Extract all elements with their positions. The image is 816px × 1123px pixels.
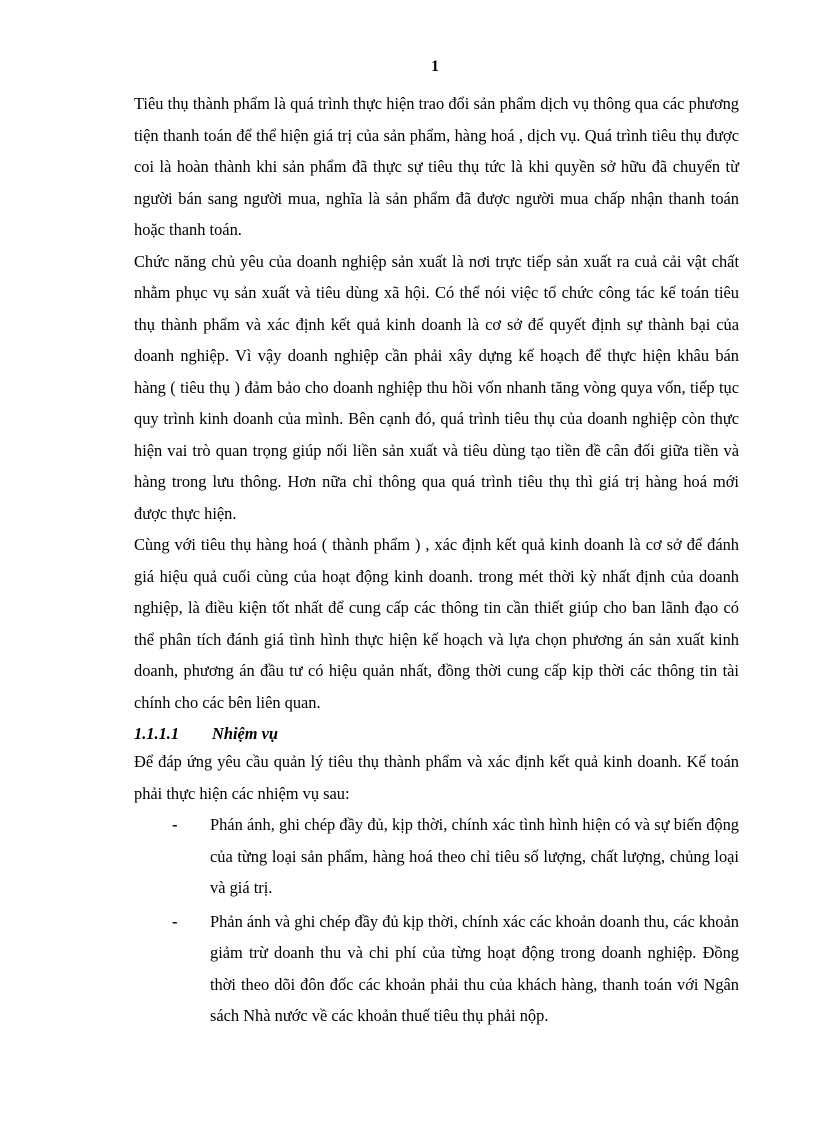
paragraph-result: Cùng với tiêu thụ hàng hoá ( thành phẩm ) , xác định kết quả kinh doanh là cơ sở để đánh giá hiệu quả cuối cùng của hoạt động kinh doanh. trong mét thời kỳ nhất định của doanh nghiệp, là điều kiện tốt nhất để cung cấp các thông tin cần thiết giúp cho ban lãnh đạo có thể phân tích đánh giá tình hình thực hiện kế hoạch và lựa chọn phương án sản xuất kinh doanh, phương án đầu tư có hiệu quản nhất, đồng thời cung cấp kịp thời các thông tin tài chính cho các bên liên quan.: [134, 535, 739, 712]
document-body: [134, 88, 739, 1034]
section-intro: Để đáp ứng yêu cầu quản lý tiêu thụ thành phẩm và xác định kết quả kinh doanh. Kế toán phải thực hiện các nhiệm vụ sau:: [134, 752, 739, 803]
page-number: 1: [431, 58, 439, 75]
paragraph-definition: Tiêu thụ thành phẩm là quá trình thực hiện trao đổi sản phẩm dịch vụ thông qua các phương tiện thanh toán để thể hiện giá trị của sản phẩm, hàng hoá , dịch vụ. Quá trình tiêu thụ được coi là hoàn thành khi sản phẩm đã thực sự tiêu thụ tức là khi quyền sở hữu đã chuyển từ người bán sang người mua, nghĩa là sản phẩm đã được người mua chấp nhận thanh toán hoặc thanh toán.: [134, 94, 739, 239]
task-list: [134, 809, 739, 1032]
section-heading: [134, 722, 739, 746]
bullet-dash: -: [172, 911, 178, 931]
list-item: [134, 809, 739, 904]
list-item-text: Phản ánh và ghi chép đầy đủ kịp thời, chính xác các khoản doanh thu, các khoản giảm trừ doanh thu và chi phí của từng hoạt động trong doanh nghiệp. Đồng thời theo dõi đôn đốc các khoản phải thu của khách hàng, thanh toán với Ngân sách Nhà nước về các khoản thuế tiêu thụ phải nộp.: [210, 911, 739, 1025]
bullet-dash: -: [172, 815, 178, 834]
section-title: Nhiệm vụ: [212, 724, 279, 743]
list-item-text: Phán ánh, ghi chép đầy đủ, kịp thời, chính xác tình hình hiện có và sự biến động của từng loại sản phẩm, hàng hoá theo chỉ tiêu số lượng, chất lượng, chủng loại và giá trị.: [210, 815, 739, 897]
list-item: [134, 906, 739, 1032]
section-number: 1.1.1.1: [134, 724, 180, 743]
paragraph-function: Chức năng chủ yêu của doanh nghiệp sản xuất là nơi trực tiếp sản xuất ra cuả cải vật chất nhằm phục vụ sản xuất và tiêu dùng xã hội. Có thể nói việc tổ chức công tác kế toán tiêu thụ thành phẩm và xác định kết quả kinh doanh là cơ sở để quyết định sự thành bại của doanh nghiệp. Vì vậy doanh nghiệp cần phải xây dựng kế hoạch để thực hiện khâu bán hàng ( tiêu thụ ) đảm bảo cho doanh nghiệp thu hồi vốn nhanh tăng vòng quya vốn, tiếp tục quy trình kinh doanh của mình. Bên cạnh đó, quá trình tiêu thụ của doanh nghiệp còn thực hiện vai trò quan trọng giúp nối liền sản xuất và tiêu dùng tạo tiền đề cân đối giữa tiền và hàng trong lưu thông. Hơn nữa chỉ thông qua quá trình tiêu thụ thì giá trị hàng hoá mới được thực hiện.: [134, 251, 739, 523]
